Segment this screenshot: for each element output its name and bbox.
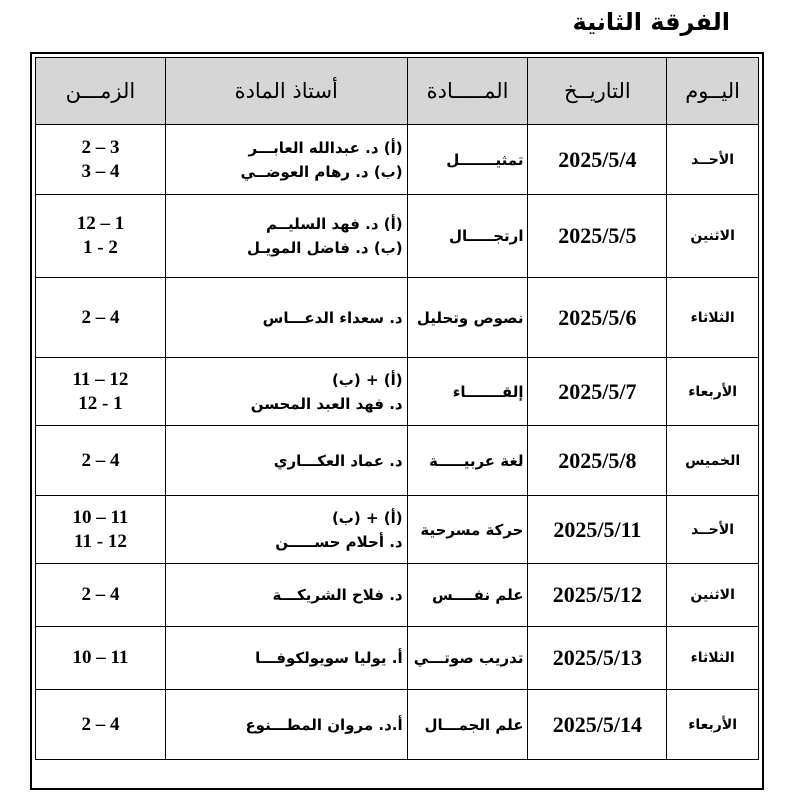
cell-teacher-line: (أ) د. عبدالله العابـــر	[248, 138, 403, 157]
cell-date: 2025/5/5	[528, 195, 667, 278]
cell-teacher	[165, 278, 407, 358]
table-row	[36, 496, 759, 564]
table-row	[36, 426, 759, 496]
cell-time	[36, 358, 166, 426]
cell-subject: إلقـــــــاء	[407, 358, 528, 426]
cell-date: 2025/5/6	[528, 278, 667, 358]
cell-time	[36, 564, 166, 627]
cell-time-line: 2 – 4	[81, 449, 120, 471]
header-teacher: أستاذ المادة	[165, 58, 407, 125]
cell-time-line: 2 – 3	[81, 136, 120, 158]
table-row	[36, 690, 759, 760]
cell-teacher-line: (ب) د. فاضل المويـل	[247, 239, 403, 257]
cell-time	[36, 278, 166, 358]
cell-time-line: 1 - 2	[83, 237, 118, 258]
cell-time-line: 2 – 4	[81, 584, 120, 605]
cell-teacher-line: (أ) + (ب)	[331, 370, 403, 389]
cell-day: الأربعاء	[667, 690, 759, 760]
table-row	[36, 627, 759, 690]
cell-time-line: 10 – 11	[72, 647, 129, 668]
cell-teacher-line: (أ) د. فهد السليــم	[266, 215, 403, 233]
cell-day: الخميس	[667, 426, 759, 496]
cell-teacher	[165, 426, 407, 496]
cell-teacher-line: د. سعداء الدعـــاس	[262, 308, 403, 327]
cell-teacher-line: أ. يوليا سويولكوفـــا	[255, 649, 403, 667]
cell-time-line: 11 – 12	[72, 368, 129, 390]
cell-time	[36, 496, 166, 564]
cell-time	[36, 426, 166, 496]
cell-time-line: 10 – 11	[72, 506, 129, 528]
header-subject: المـــــادة	[407, 58, 528, 125]
cell-teacher-line: (أ) + (ب)	[331, 508, 403, 527]
cell-time-line: 12 – 1	[76, 213, 125, 234]
cell-time	[36, 195, 166, 278]
cell-day: الأحــد	[667, 125, 759, 195]
cell-teacher	[165, 125, 407, 195]
cell-date: 2025/5/8	[528, 426, 667, 496]
cell-time-line: 11 - 12	[74, 530, 127, 552]
header-row	[36, 58, 759, 125]
cell-time	[36, 690, 166, 760]
cell-subject: علم الجمـــال	[407, 690, 528, 760]
cell-date: 2025/5/4	[528, 125, 667, 195]
cell-day: الاثنين	[667, 564, 759, 627]
cell-date: 2025/5/12	[528, 564, 667, 627]
page-title: الفرقة الثانية	[572, 8, 730, 36]
cell-teacher	[165, 690, 407, 760]
cell-date: 2025/5/11	[528, 496, 667, 564]
cell-subject: تمثيـــــــل	[407, 125, 528, 195]
cell-subject: لغة عربيـــــة	[407, 426, 528, 496]
cell-time-line: 2 – 4	[81, 306, 120, 328]
cell-teacher-line: أ.د. مروان المطـــنوع	[245, 715, 403, 734]
cell-subject: تدريب صوتـــي	[407, 627, 528, 690]
cell-teacher	[165, 195, 407, 278]
table-row	[36, 278, 759, 358]
cell-time	[36, 125, 166, 195]
table-row	[36, 564, 759, 627]
schedule-frame	[30, 52, 764, 790]
cell-date: 2025/5/13	[528, 627, 667, 690]
cell-date: 2025/5/14	[528, 690, 667, 760]
cell-day: الاثنين	[667, 195, 759, 278]
cell-teacher	[165, 358, 407, 426]
cell-teacher-line: (ب) د. رهام العوضــي	[240, 162, 403, 181]
cell-time-line: 12 - 1	[78, 392, 123, 414]
cell-day: الثلاثاء	[667, 627, 759, 690]
cell-teacher	[165, 496, 407, 564]
cell-subject: علم نفــــس	[407, 564, 528, 627]
cell-teacher-line: د. فهد العبد المحسن	[250, 394, 403, 413]
table-row	[36, 195, 759, 278]
cell-day: الأربعاء	[667, 358, 759, 426]
cell-teacher	[165, 564, 407, 627]
cell-time-line: 2 – 4	[81, 713, 120, 735]
cell-day: الأحــد	[667, 496, 759, 564]
header-date: التاريــخ	[528, 58, 667, 125]
cell-time	[36, 627, 166, 690]
cell-teacher-line: د. أحلام حســـــن	[275, 532, 403, 551]
cell-day: الثلاثاء	[667, 278, 759, 358]
cell-subject: نصوص وتحليل	[407, 278, 528, 358]
cell-teacher	[165, 627, 407, 690]
cell-teacher-line: د. عماد العكـــاري	[273, 451, 403, 470]
cell-teacher-line: د. فلاح الشريكـــة	[272, 586, 403, 604]
table-row	[36, 125, 759, 195]
cell-date: 2025/5/7	[528, 358, 667, 426]
cell-subject: ارتجـــــال	[407, 195, 528, 278]
cell-subject: حركة مسرحية	[407, 496, 528, 564]
cell-time-line: 3 – 4	[81, 160, 120, 182]
schedule-table	[35, 57, 759, 760]
header-time: الزمـــن	[36, 58, 166, 125]
header-day: اليــوم	[667, 58, 759, 125]
table-row	[36, 358, 759, 426]
